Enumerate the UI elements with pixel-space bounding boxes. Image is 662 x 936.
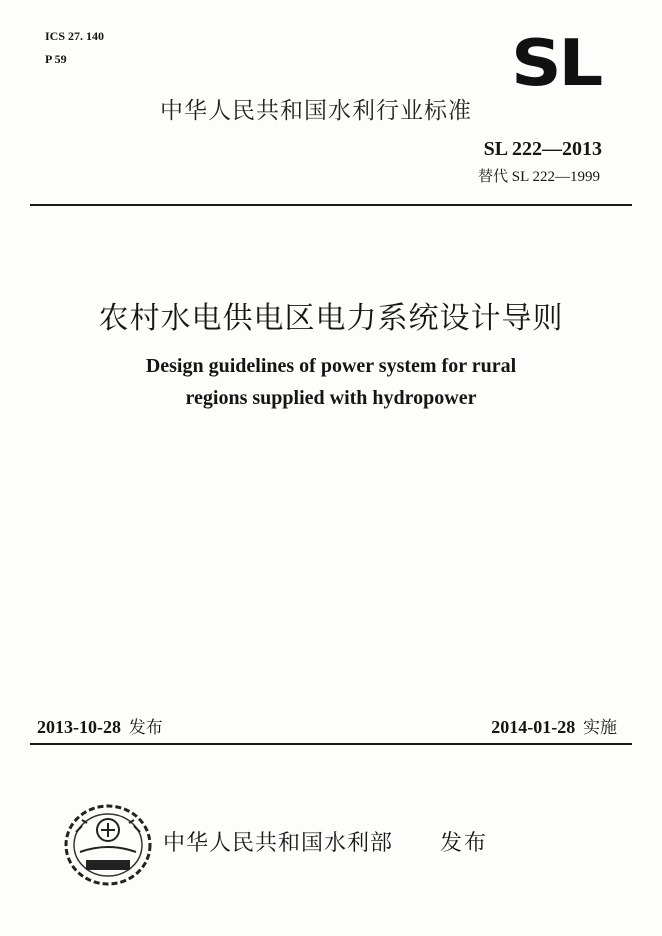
- issue-date-block: [37, 713, 163, 738]
- title-english: [0, 350, 662, 414]
- standard-number: SL 222—2013: [483, 138, 602, 160]
- sl-logo: SL: [511, 27, 600, 101]
- ccs-code: P 59: [45, 52, 67, 66]
- publish-label: 发布: [440, 831, 489, 856]
- publisher: 中华人民共和国水利部: [163, 831, 394, 856]
- title-english-line2: regions supplied with hydropower: [185, 387, 477, 409]
- bottom-divider: [30, 743, 632, 745]
- ministry-seal-icon: [62, 802, 154, 888]
- title-english-line1: Design guidelines of power system for rural: [145, 355, 517, 377]
- title-chinese: 农村水电供电区电力系统设计导则: [98, 301, 564, 336]
- issue-label: 发布: [128, 718, 163, 738]
- issue-date: 2013-10-28: [37, 717, 121, 737]
- ics-code: ICS 27. 140: [45, 29, 105, 43]
- replaces-standard: 替代 SL 222—1999: [478, 169, 600, 185]
- effective-date-block: [491, 713, 617, 738]
- standard-category: 中华人民共和国水利行业标准: [160, 98, 472, 124]
- effective-date: 2014-01-28: [491, 717, 576, 737]
- top-divider: [30, 204, 632, 206]
- effective-label: 实施: [583, 718, 617, 738]
